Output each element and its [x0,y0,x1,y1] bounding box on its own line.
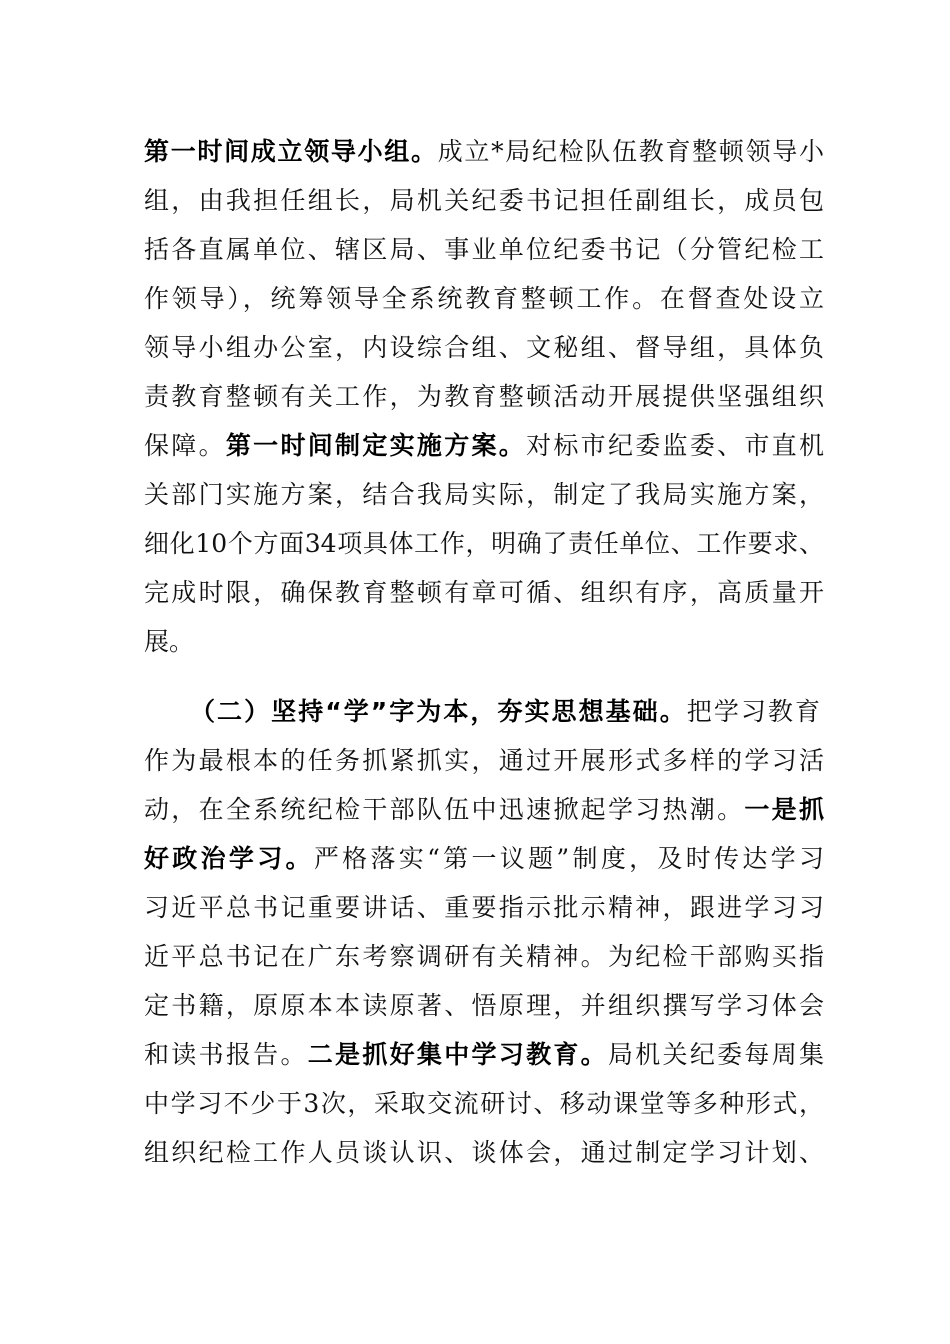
text-run: 作领导），统筹领导全系统教育整顿工作。在督查处设立 [144,284,824,313]
text-run: 细化10个方面34项具体工作，明确了责任单位、工作要求、 [144,529,824,558]
text-line [144,230,824,270]
text-run: 作为最根本的任务抓紧抓实，通过开展形式多样的学习活 [144,746,824,775]
text-run: 完成时限，确保教育整顿有章可循、组织有序，高质量开 [144,578,824,607]
text-line [144,1035,824,1075]
text-line [144,1133,824,1173]
text-run: 和读书报告。 [144,1040,308,1069]
text-line [190,692,820,732]
bold-heading: 第一时间制定实施方案。 [225,431,527,460]
section-heading: （二）坚持“学”字为本，夯实思想基础。 [190,697,687,726]
text-line [144,937,824,977]
text-run: 领导小组办公室，内设综合组、文秘组、督导组，具体负 [144,333,824,362]
text-line [144,377,824,417]
text-run: 组，由我担任组长，局机关纪委书记担任副组长，成员包 [144,186,824,215]
text-run: 定书籍，原原本本读原著、悟原理，并组织撰写学习体会 [144,991,824,1020]
text-run: 对标市纪委监委、市直机 [526,431,824,460]
text-line [144,573,824,613]
text-run: 把学习教育 [686,697,820,726]
text-run: 中学习不少于3次，采取交流研讨、移动课堂等多种形式， [144,1089,824,1118]
text-line [144,986,824,1026]
text-run: 括各直属单位、辖区局、事业单位纪委书记（分管纪检工 [144,235,824,264]
text-run: 关部门实施方案，结合我局实际，制定了我局实施方案， [144,480,824,509]
text-run: 成立*局纪检队伍教育整顿领导小 [437,137,824,166]
bold-heading: 好政治学习。 [144,844,314,873]
text-run: 动，在全系统纪检干部队伍中迅速掀起学习热潮。 [144,795,745,824]
text-line [144,1084,824,1124]
bold-heading: 二是抓好集中学习教育。 [307,1040,608,1069]
text-run: 组织纪检工作人员谈认识、谈体会，通过制定学习计划、 [144,1138,824,1167]
text-line [144,181,824,221]
text-line [144,741,824,781]
text-line [144,524,824,564]
text-line [144,622,824,662]
text-run: 局机关纪委每周集 [607,1040,824,1069]
text-run: 严格落实“第一议题”制度，及时传达学习 [313,844,824,873]
text-line [144,132,824,172]
text-run: 保障。 [144,431,226,460]
text-run: 近平总书记在广东考察调研有关精神。为纪检干部购买指 [144,942,824,971]
text-line [144,790,824,830]
text-line [144,888,824,928]
text-line [144,279,824,319]
bold-heading: 第一时间成立领导小组。 [144,137,438,166]
text-line [144,328,824,368]
text-run: 习近平总书记重要讲话、重要指示批示精神，跟进学习习 [144,893,824,922]
text-line [144,839,824,879]
text-line [144,475,824,515]
text-run: 责教育整顿有关工作，为教育整顿活动开展提供坚强组织 [144,382,824,411]
bold-heading: 一是抓 [744,795,824,824]
text-run: 展。 [144,627,195,656]
text-line [144,426,824,466]
